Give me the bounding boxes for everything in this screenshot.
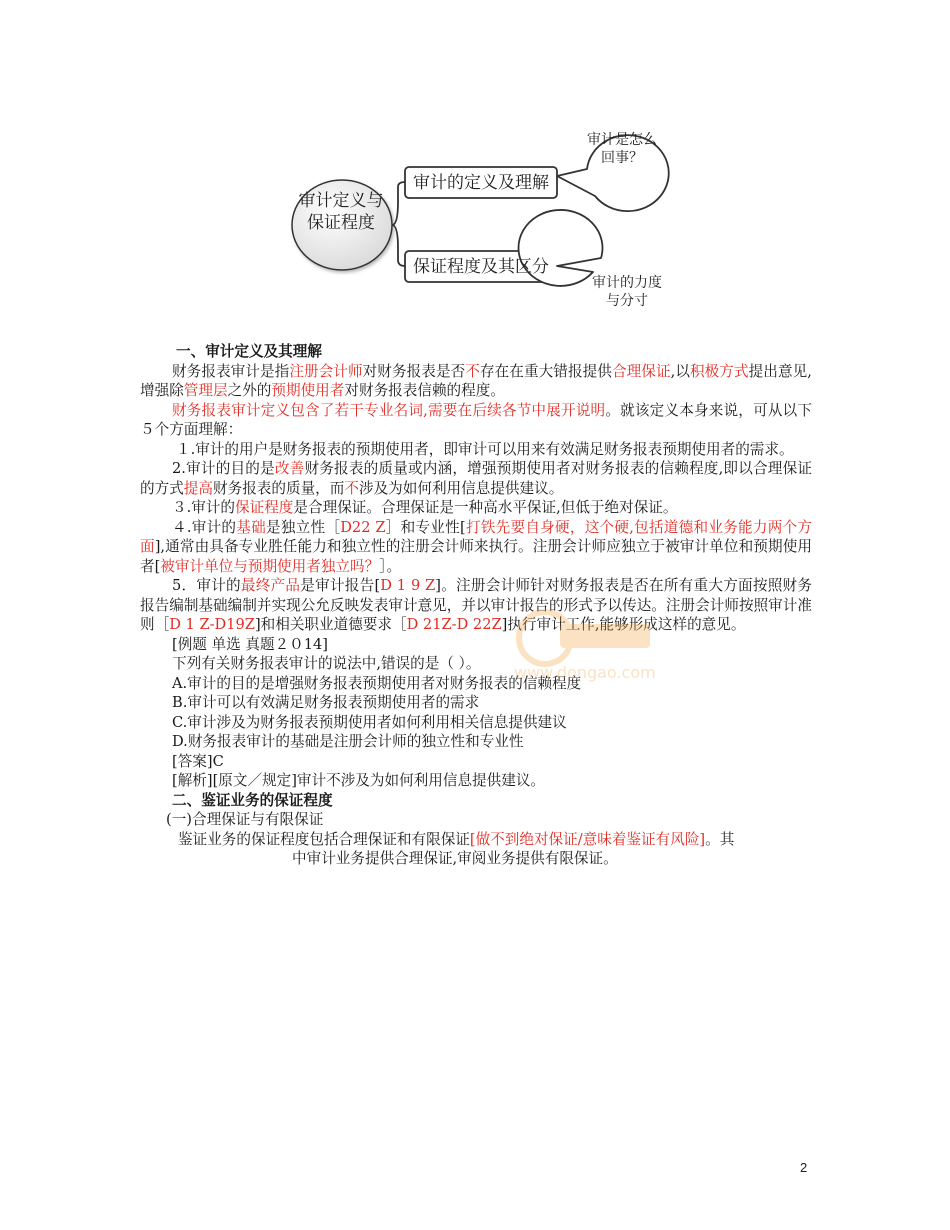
definition-paragraph: 财务报表审计是指注册会计师对财务报表是否不存在在重大错报提供合理保证,以积极方式提出意见,增强除管理层之外的预期使用者对财务报表信赖的程度。 — [140, 362, 812, 399]
question-text: 下列有关财务报表审计的说法中,错误的是（ ）。 — [172, 655, 481, 672]
mind-map-bubble-degree: 审计的力度与分寸 — [592, 275, 662, 309]
page-number: 2 — [800, 1160, 808, 1175]
example-tag: [例题 单选 真题２０14] — [172, 635, 328, 653]
point-2: 2.审计的目的是改善财务报表的质量或内涵，增强预期使用者对财务报表的信赖程度,即以合理保证的方式提高财务报表的质量，而不涉及为如何利用信息提供建议。 — [140, 460, 812, 497]
definition-note-paragraph: 财务报表审计定义包含了若干专业名词,需要在后续各节中展开说明。就该定义本身来说，可从以下５个方面理解： — [140, 401, 812, 438]
section-2-heading: 二、鉴证业务的保证程度 — [172, 791, 333, 809]
option-d: D.财务报表审计的基础是注册会计师的独立性和专业性 — [172, 733, 524, 750]
answer: [答案]C — [172, 752, 224, 770]
document-body — [140, 342, 812, 869]
option-a: A.审计的目的是增强财务报表预期使用者对财务报表的信赖程度 — [172, 674, 582, 692]
svg-text:www.dongao.com: www.dongao.com — [514, 663, 656, 682]
mind-map-branch-assurance: 保证程度及其区分 — [413, 257, 549, 277]
assurance-paragraph-cont: 中审计业务提供合理保证,审阅业务提供有限保证。 — [292, 850, 618, 867]
point-3: ３.审计的保证程度是合理保证。合理保证是一种高水平保证,但低于绝对保证。 — [172, 499, 678, 516]
option-b: B.审计可以有效满足财务报表预期使用者的需求 — [172, 694, 480, 711]
point-4: ４.审计的基础是独立性［D22 Z］和专业性[打铁先要自身硬，这个硬,包括道德和业务能力两个方面],通常由具备专业胜任能力和独立性的注册会计师来执行。注册会计师应独立于被审计单位和预期使用者[被审计单位与预期使用者独立吗？］。 — [140, 518, 812, 575]
analysis: [解析][原文／规定]审计不涉及为如何利用信息提供建议。 — [172, 772, 546, 789]
section-1-heading: 一、审计定义及其理解 — [176, 343, 322, 360]
mind-map-center: 审计定义与保证程度 — [298, 191, 384, 233]
mind-map-branch-definition: 审计的定义及理解 — [413, 173, 549, 193]
point-5: 5．审计的最终产品是审计报告[D 1 9 Z]。注册会计师针对财务报表是否在所有重大方面按照财务报告编制基础编制并实现公允反映发表审计意见，并以审计报告的形式予以传达。注册会计师按照审计准则［D 1 Z-D19Z]和相关职业道德要求［D 21Z-D 22Z]执行审计工作,能够形成这样的意见。 — [140, 577, 812, 633]
option-c: C.审计涉及为财务报表预期使用者如何利用相关信息提供建议 — [172, 713, 567, 731]
mind-map-bubble-what: 审计是怎么回事？ — [587, 132, 657, 166]
mind-map — [285, 112, 705, 344]
section-2-subheading: (一)合理保证与有限保证 — [166, 811, 324, 828]
assurance-paragraph: 鉴证业务的保证程度包括合理保证和有限保证[做不到绝对保证/意味着鉴证有风险]。其 — [178, 830, 735, 848]
point-1: １.审计的用户是财务报表的预期使用者，即审计可以用来有效满足财务报表预期使用者的需求。 — [176, 440, 794, 458]
